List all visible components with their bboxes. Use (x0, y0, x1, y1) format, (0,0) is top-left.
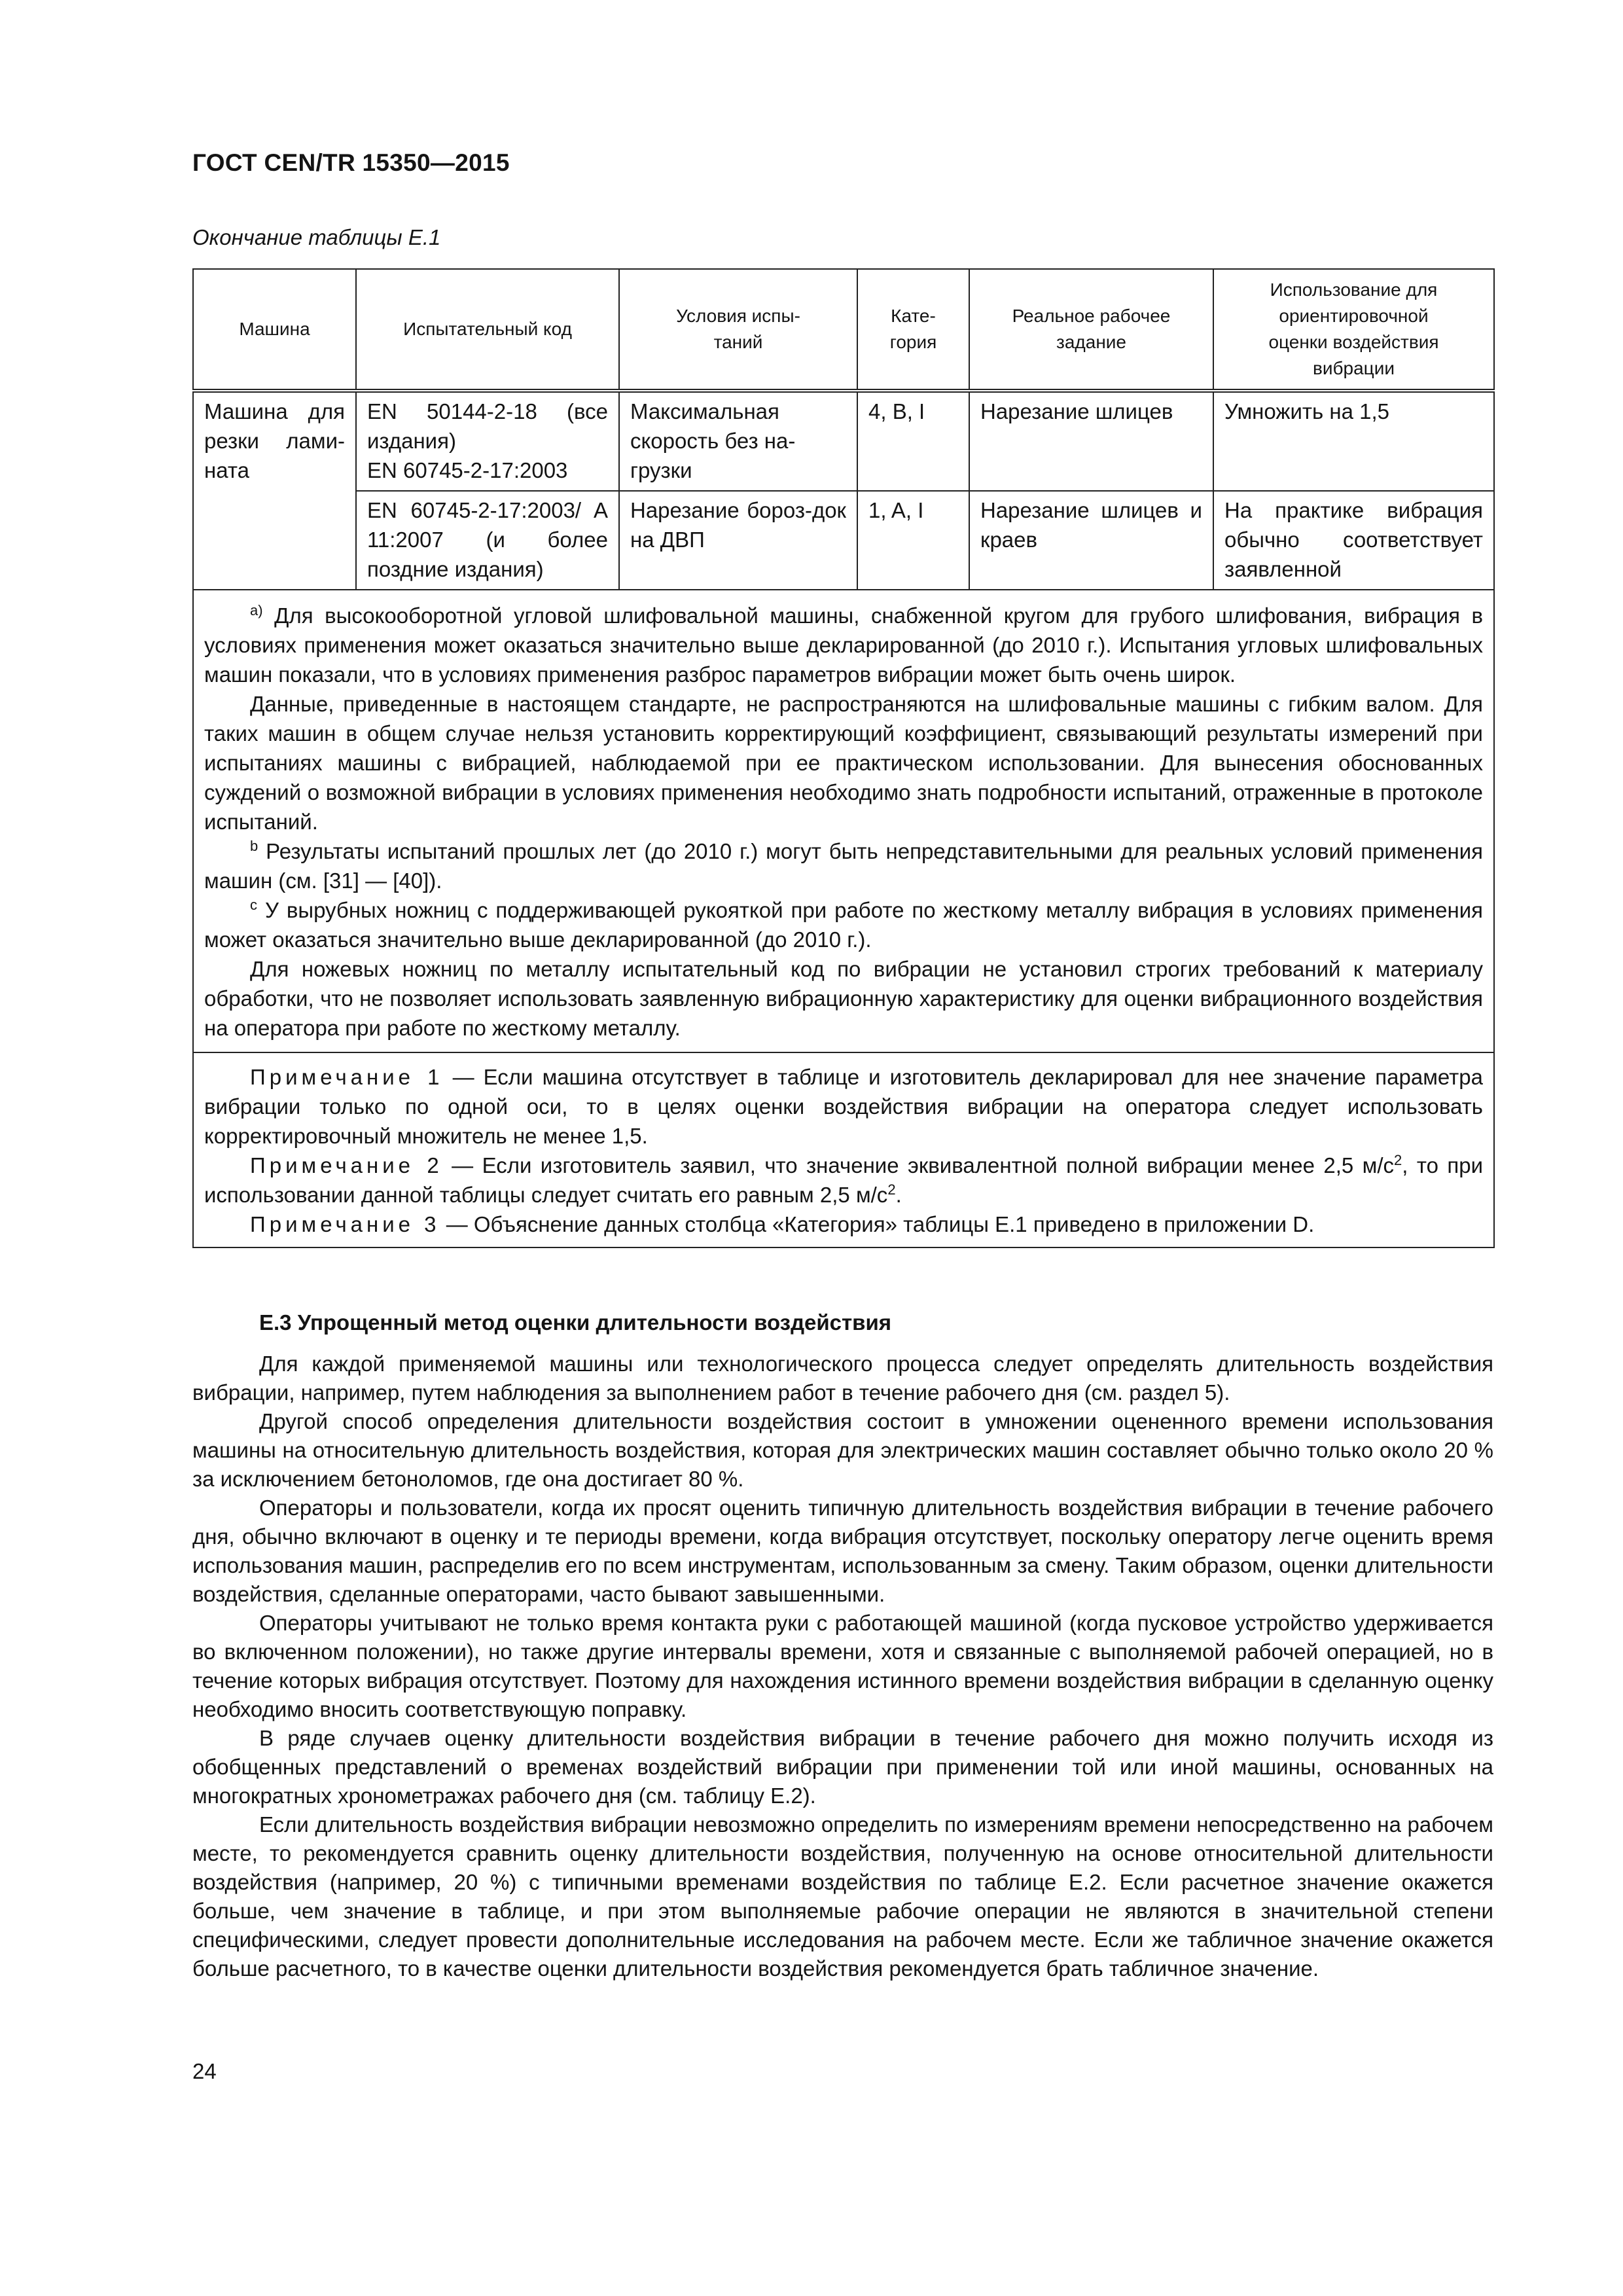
table-e1 (192, 268, 1493, 1248)
col-header-conditions: Условия испы- таний (619, 269, 857, 391)
col-header-test-code: Испытательный код (356, 269, 619, 391)
cell-task: Нарезание шлицев и краев (969, 491, 1213, 590)
cell-conditions: Максимальная скорость без на-грузки (619, 391, 857, 491)
footnote-c-continued: Для ножевых ножниц по металлу испытательный код по вибрации не установил строгих требований к материалу обработки, что не позволяет использовать заявленную вибрационную характеристику для оценки вибрационного воздействия на оператора при работе по жесткому металлу. (204, 957, 1483, 1040)
note-1: Примечание 1 — Если машина отсутствует в таблице и изготовитель декларировал для нее значение параметра вибрации только по одной оси, то в целях оценки воздействия вибрации на оператора следует использовать корректировочный множитель не менее 1,5. (204, 1065, 1484, 1148)
footnote-a: $^{a)}$ Для высокооборотной угловой шлифовальной машины, снабженной кругом для грубого шлифования, вибрация в условиях применения может оказаться значительно выше декларированной (до 2010 г.). Испытания угловых шлифовальных машин показали, что в условиях применения разброс параметров вибрации может быть очень широк. (204, 602, 1484, 687)
table-caption: Окончание таблицы E.1 (192, 225, 441, 249)
paragraph: Другой способ определения длительности воздействия состоит в умножении оцененного времени использования машины на относительную длительность воздействия, которая для электрических машин составляет обычно только около 20 % за исключением бетоноломов, где она достигает 80 %. (192, 1409, 1493, 1491)
cell-category: 4, B, I (857, 391, 969, 491)
page-header: ГОСТ CEN/TR 15350—2015 (192, 149, 510, 176)
col-header-machine: Машина (193, 269, 356, 391)
table-row (193, 391, 1494, 491)
cell-task: Нарезание шлицев (969, 391, 1213, 491)
table-row (193, 491, 1494, 590)
page-number: 24 (192, 2059, 217, 2083)
cell-conditions: Нарезание бороз-док на ДВП (619, 491, 857, 590)
paragraph: В ряде случаев оценку длительности воздействия вибрации в течение рабочего дня можно получить исходя из обобщенных представлений о временах воздействий вибрации при применении той или иной машины, основанных на многократных хронометражах рабочего дня (см. таблицу E.2). (192, 1726, 1493, 1808)
notes-row (193, 1052, 1494, 1247)
col-header-category: Кате- гория (857, 269, 969, 391)
paragraph: Операторы и пользователи, когда их просят оценить типичную длительность воздействия вибрации в течение рабочего дня, обычно включают в оценку и те периоды времени, когда вибрация отсутствует, поскольку оператору легче оценить время использования машин, распределив его по всем инструментам, использованным за смену. Таким образом, оценки длительности воздействия, сделанные операторами, часто бывают завышенными. (192, 1496, 1493, 1606)
table-notes (193, 1052, 1494, 1247)
cell-test-code: EN 50144-2-18 (все издания) EN 60745-2-17:2003 (356, 391, 619, 491)
note-2: Примечание 2 — Если изготовитель заявил, что значение эквивалентной полной вибрации менее 2,5 $м/с^2$, то при использовании данной таблицы следует считать его равным 2,5 $м/с^2$. (204, 1152, 1484, 1207)
cell-usage: Умножить на 1,5 (1213, 391, 1494, 491)
cell-machine: Машина для резки лами-ната (193, 391, 356, 590)
footnote-c: $^c$ У вырубных ножниц с поддерживающей рукояткой при работе по жесткому металлу вибрация в условиях применения может оказаться значительно выше декларированной (до 2010 г.). (204, 897, 1483, 952)
paragraph: Операторы учитывают не только время контакта руки с работающей машиной (когда пусковое устройство удерживается во включенном положении), но также другие интервалы времени, хотя и связанные с выполняемой рабочей операцией, но в течение которых вибрация отсутствует. Поэтому для нахождения истинного времени воздействия вибрации в сделанную оценку необходимо вносить соответствующую поправку. (192, 1611, 1493, 1721)
footnote-b: $^b$ Результаты испытаний прошлых лет (до 2010 г.) могут быть непредставительными для реальных условий применения машин (см. [31] — [40]). (204, 838, 1483, 893)
footnote-a-continued: Данные, приведенные в настоящем стандарте, не распространяются на шлифовальные машины с гибким валом. Для таких машин в общем случае нельзя установить корректирующий коэффициент, связывающий результаты измерений при испытаниях машины с вибрацией, наблюдаемой при ее практическом использовании. Для вынесения обоснованных суждений о возможной вибрации в условиях применения необходимо знать подробности испытаний, отраженные в протоколе испытаний. (204, 692, 1483, 834)
footnotes-row (193, 590, 1494, 1052)
cell-test-code: EN 60745-2-17:2003/ A 11:2007 (и более поздние издания) (356, 491, 619, 590)
col-header-task: Реальное рабочее задание (969, 269, 1213, 391)
table-footnotes (193, 590, 1494, 1052)
section-body (192, 1350, 1493, 1983)
paragraph: Если длительность воздействия вибрации невозможно определить по измерениям времени непосредственно на рабочем месте, то рекомендуется сравнить оценку длительности воздействия, полученную на основе относительной длительности воздействия (например, 20 %) с типичными временами воздействия по таблице E.2. Если расчетное значение окажется больше, чем значение в таблице, и при этом выполняемые рабочие операции не являются в значительной степени специфическими, следует провести дополнительные исследования на рабочем месте. Если же табличное значение окажется больше расчетного, то в качестве оценки длительности воздействия рекомендуется брать табличное значение. (192, 1812, 1493, 1981)
paragraph: Для каждой применяемой машины или технологического процесса следует определять длительность воздействия вибрации, например, путем наблюдения за выполнением работ в течение рабочего дня (см. раздел 5). (192, 1352, 1493, 1405)
col-header-usage: Использование для ориентировочной оценки воздействия вибрации (1213, 269, 1494, 391)
section-title: E.3 Упрощенный метод оценки длительности воздействия (259, 1310, 892, 1335)
cell-category: 1, A, I (857, 491, 969, 590)
table-header-row (193, 269, 1494, 391)
note-3: Примечание 3 — Объяснение данных столбца «Категория» таблицы E.1 приведено в приложении D. (250, 1212, 1315, 1236)
cell-usage: На практике вибрация обычно соответствует заявленной (1213, 491, 1494, 590)
